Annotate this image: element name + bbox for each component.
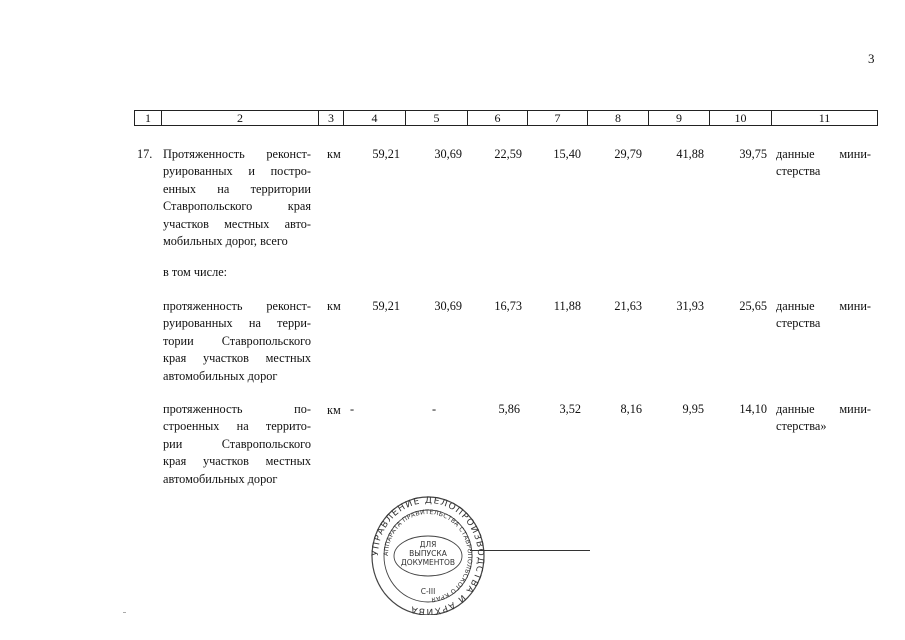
value-cell: 30,69 (434, 147, 462, 161)
table-header-row (134, 110, 878, 126)
header-cell-5: 5 (406, 111, 468, 125)
subheading: в том числе: (163, 265, 228, 279)
stamp-inner-text: АППАРАТА ПРАВИТЕЛЬСТВА СТАВРОПОЛЬСКОГО КРАЯ (382, 508, 474, 603)
value-cell: 22,59 (494, 147, 522, 161)
note-cell (776, 401, 871, 436)
note-line: стерства» (776, 419, 827, 434)
description-line: Ставропольского края (163, 199, 311, 214)
row-description (163, 146, 311, 250)
stamp-center-line: ДЛЯ (419, 540, 437, 549)
description-line: протяженность реконст- (163, 299, 311, 313)
value-cell: 14,10 (739, 402, 767, 416)
row-description (163, 401, 311, 488)
row-number: 17. (137, 147, 153, 161)
note-line: данные мини- (776, 299, 871, 313)
value-cell: - (431, 402, 437, 416)
value-cell: 30,69 (434, 299, 462, 313)
value-cell: 21,63 (614, 299, 642, 313)
value-cell: 16,73 (494, 299, 522, 313)
value-cell: 15,40 (553, 147, 581, 161)
note-cell (776, 146, 871, 181)
description-line: края участков местных (163, 454, 311, 469)
header-cell-7: 7 (528, 111, 588, 125)
description-line: участков местных авто- (163, 216, 311, 231)
value-cell: 25,65 (739, 299, 767, 313)
stamp-center-line: ДОКУМЕНТОВ (400, 558, 456, 567)
header-cell-10: 10 (710, 111, 772, 125)
unit-cell: км (327, 299, 341, 313)
value-cell: 39,75 (739, 147, 767, 161)
header-cell-9: 9 (649, 111, 710, 125)
description-line: рии Ставропольского (163, 436, 311, 451)
value-cell: 59,21 (372, 147, 400, 161)
page-number: 3 (868, 51, 875, 66)
description-line: енных на территории (163, 181, 311, 196)
description-line: мобильных дорог, всего (163, 234, 288, 249)
description-line: края участков местных (163, 351, 311, 366)
header-cell-1: 1 (135, 111, 162, 125)
stamp-outer-text: УПРАВЛЕНИЕ ДЕЛОПРОИЗВОДСТВА И АРХИВА (371, 495, 485, 615)
stamp-bottom-code: С-III (420, 587, 436, 596)
description-line: протяженность по- (163, 402, 311, 416)
value-cell: 29,79 (614, 147, 642, 161)
row-description (163, 298, 311, 385)
header-cell-8: 8 (588, 111, 649, 125)
value-cell: 5,86 (498, 402, 520, 416)
value-cell: 31,93 (676, 299, 704, 313)
description-line: тории Ставропольского (163, 333, 311, 348)
value-cell: 3,52 (559, 402, 581, 416)
value-cell: 11,88 (553, 299, 581, 313)
stamp-center-line: ВЫПУСКА (409, 549, 447, 558)
description-line: руированных и постро- (163, 164, 311, 179)
note-line: стерства (776, 164, 821, 179)
header-cell-3: 3 (319, 111, 344, 125)
value-cell: - (349, 402, 355, 416)
value-cell: 59,21 (372, 299, 400, 313)
note-line: данные мини- (776, 147, 871, 161)
note-line: данные мини- (776, 402, 871, 416)
signature-line (470, 550, 590, 551)
description-line: Протяженность реконст- (163, 147, 311, 161)
description-line: автомобильных дорог (163, 368, 278, 383)
value-cell: 41,88 (676, 147, 704, 161)
header-cell-2: 2 (162, 111, 319, 125)
value-cell: 9,95 (682, 402, 704, 416)
scan-artifact (123, 612, 126, 613)
unit-cell: км (327, 403, 341, 417)
note-line: стерства (776, 316, 821, 331)
note-cell (776, 298, 871, 333)
value-cell: 8,16 (620, 402, 642, 416)
header-cell-4: 4 (344, 111, 406, 125)
unit-cell: км (327, 147, 341, 161)
header-cell-11: 11 (818, 111, 831, 125)
header-cell-6: 6 (468, 111, 528, 125)
description-line: руированных на терри- (163, 316, 311, 331)
description-line: строенных на террито- (163, 419, 311, 434)
official-stamp (371, 493, 485, 615)
description-line: автомобильных дорог (163, 471, 278, 486)
